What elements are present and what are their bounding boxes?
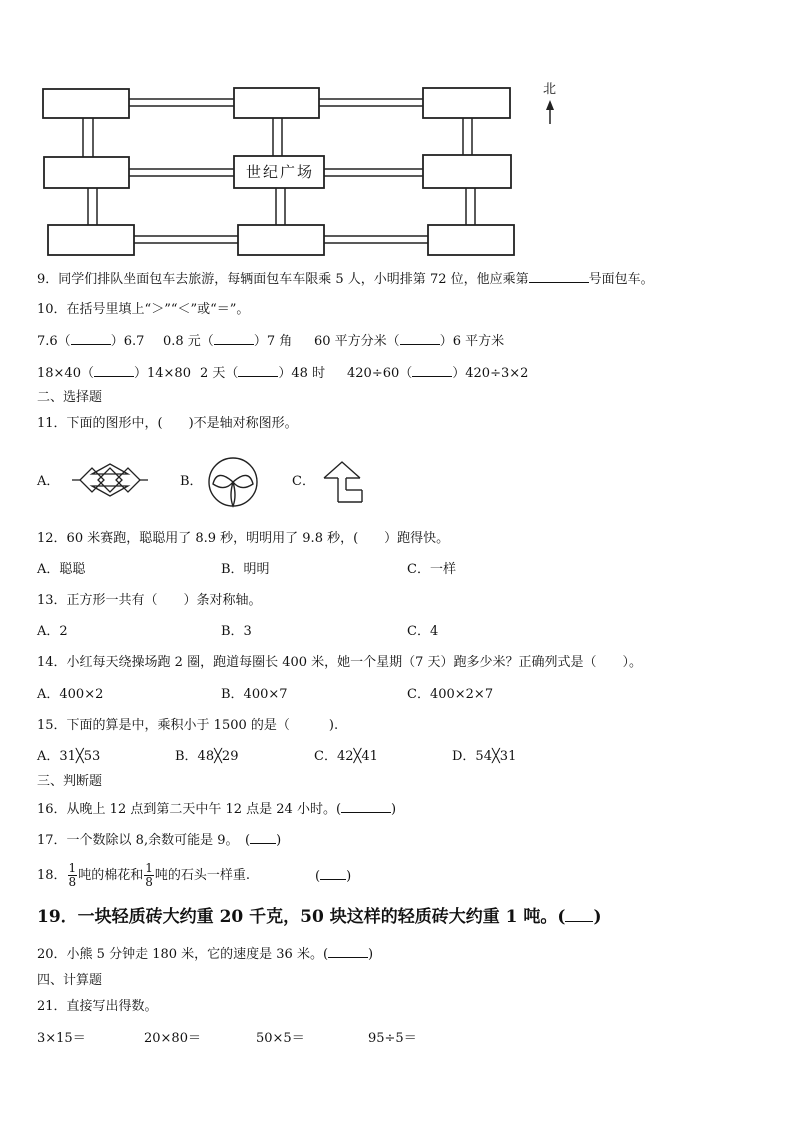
answer-blank[interactable]: [238, 364, 278, 377]
q18-text-end: 吨的石头一样重.: [154, 868, 250, 883]
q10-item-left: 0.8 元（: [163, 334, 214, 349]
q9-text: 9．同学们排队坐面包车去旅游，每辆面包车车限乘 5 人，小明排第 72 位，他应乘第: [37, 272, 529, 287]
q10-item: [37, 332, 144, 351]
question-20: [37, 945, 373, 964]
fraction-denominator: 8: [68, 875, 77, 889]
fraction-numerator: 1: [68, 861, 77, 875]
north-label: 北: [543, 82, 557, 97]
question-9: [37, 270, 654, 289]
map-figure: [0, 0, 794, 270]
question-18: [37, 858, 250, 894]
q12-option-a[interactable]: A．聪聪: [37, 562, 86, 577]
answer-blank[interactable]: [320, 867, 346, 880]
section-heading: 二、选择题: [37, 390, 103, 405]
q10-item-right: ）14×80: [133, 366, 191, 381]
q15-option-b[interactable]: B．48╳29: [175, 749, 239, 764]
q19-bracket: ): [593, 907, 602, 927]
q20-text: 20．小熊 5 分钟走 180 米，它的速度是 36 米。(: [37, 947, 329, 962]
q12-option-b[interactable]: B．明明: [221, 562, 270, 577]
q10-item-right: ）7 角: [253, 334, 293, 349]
q15-option-c[interactable]: C．42╳41: [314, 749, 378, 764]
answer-blank[interactable]: [341, 800, 391, 813]
q10-item-left: 420÷60（: [347, 366, 413, 381]
q16-text: 16．从晚上 12 点到第二天中午 12 点是 24 小时。(: [37, 802, 342, 817]
section-heading: 三、判断题: [37, 774, 103, 789]
answer-blank[interactable]: [412, 364, 452, 377]
q10-item-right: ）48 时: [278, 366, 326, 381]
question-13-stem: 13．正方形一共有（ ）条对称轴。: [37, 593, 262, 608]
fraction: [68, 862, 78, 889]
question-17: [37, 831, 281, 850]
q15-option-d[interactable]: D．54╳31: [452, 749, 517, 764]
q18-text: 吨的棉花和: [78, 868, 144, 883]
question-11-stem: 11．下面的图形中，( )不是轴对称图形。: [37, 416, 298, 431]
q14-option-c[interactable]: C．400×2×7: [407, 687, 494, 702]
q11-option-c[interactable]: C．: [292, 474, 315, 489]
question-21-stem: 21．直接写出得数。: [37, 999, 158, 1014]
q10-item: [200, 364, 325, 383]
answer-blank[interactable]: [250, 831, 276, 844]
q10-item-left: 18×40（: [37, 366, 94, 381]
fraction-numerator: 1: [145, 861, 153, 875]
q11-option-b[interactable]: B．: [180, 474, 203, 489]
q10-item: [163, 332, 292, 351]
q18-num: 18．: [37, 868, 67, 883]
answer-blank[interactable]: [400, 332, 440, 345]
q18-bracket-left: (: [315, 869, 321, 884]
q17-bracket: ): [276, 833, 282, 848]
answer-blank[interactable]: [214, 332, 254, 345]
q16-bracket: ): [391, 802, 397, 817]
question-14-stem: 14．小红每天绕操场跑 2 圈，跑道每圈长 400 米，她一个星期（7 天）跑多少米？正确列式是（ ）。: [37, 655, 643, 670]
q13-option-b[interactable]: B．3: [221, 624, 252, 639]
section-heading: 四、计算题: [37, 973, 103, 988]
north-arrow-head: [546, 100, 554, 110]
calc-item[interactable]: 50×5＝: [256, 1031, 305, 1046]
q18-bracket-right: ): [346, 869, 352, 884]
q10-item: [314, 332, 504, 351]
answer-blank[interactable]: [71, 332, 111, 345]
q18-answer: [315, 867, 351, 886]
q9-text-end: 号面包车。: [588, 272, 654, 287]
fraction: [144, 862, 154, 889]
question-15-stem: 15．下面的算是中，乘积小于 1500 的是（ ).: [37, 718, 339, 733]
q11-option-a[interactable]: A．: [37, 474, 60, 489]
q13-option-c[interactable]: C．4: [407, 624, 439, 639]
calc-item[interactable]: 3×15＝: [37, 1031, 86, 1046]
answer-blank[interactable]: [328, 945, 368, 958]
map-block: [43, 89, 129, 118]
q20-bracket: ): [368, 947, 374, 962]
q10-item-left: 60 平方分米（: [314, 334, 400, 349]
map-block: [48, 225, 134, 255]
q10-item-left: 7.6（: [37, 334, 71, 349]
q14-option-a[interactable]: A．400×2: [37, 687, 104, 702]
answer-blank[interactable]: [529, 270, 589, 283]
question-12-stem: 12．60 米赛跑，聪聪用了 8.9 秒，明明用了 9.8 秒，( ）跑得快。: [37, 531, 450, 546]
fraction-denominator: 8: [145, 875, 153, 889]
map-block: [423, 88, 510, 118]
calc-item[interactable]: 20×80＝: [144, 1031, 201, 1046]
question-19: [37, 906, 601, 928]
answer-blank[interactable]: [94, 364, 134, 377]
q10-item-right: ）420÷3×2: [452, 366, 529, 381]
answer-blank[interactable]: [565, 906, 593, 922]
question-16: [37, 800, 396, 819]
question-10-stem: 10．在括号里填上“＞”“＜”或“＝”。: [37, 302, 250, 317]
map-block: [423, 155, 511, 188]
q10-item: [347, 364, 528, 383]
q12-option-c[interactable]: C．一样: [407, 562, 456, 577]
knot-figure: [70, 462, 150, 498]
map-block: [238, 225, 324, 255]
q10-item-right: ）6.7: [110, 334, 145, 349]
q19-text: 19．一块轻质砖大约重 20 千克，50 块这样的轻质砖大约重 1 吨。(: [37, 907, 566, 927]
map-block: [234, 88, 319, 118]
q13-option-a[interactable]: A．2: [37, 624, 68, 639]
map-center-label: 世纪广场: [245, 163, 314, 181]
calc-item[interactable]: 95÷5＝: [368, 1031, 417, 1046]
arrow-shape-figure: [320, 460, 364, 506]
q10-item-left: 2 天（: [200, 366, 239, 381]
map-block: [44, 157, 129, 188]
circle-petal-figure: [207, 456, 259, 508]
q17-text: 17．一个数除以 8,余数可能是 9。 (: [37, 833, 251, 848]
map-block: [428, 225, 514, 255]
q15-option-a[interactable]: A．31╳53: [37, 749, 101, 764]
q10-item: [37, 364, 191, 383]
q10-item-right: ）6 平方米: [439, 334, 505, 349]
q14-option-b[interactable]: B．400×7: [221, 687, 288, 702]
